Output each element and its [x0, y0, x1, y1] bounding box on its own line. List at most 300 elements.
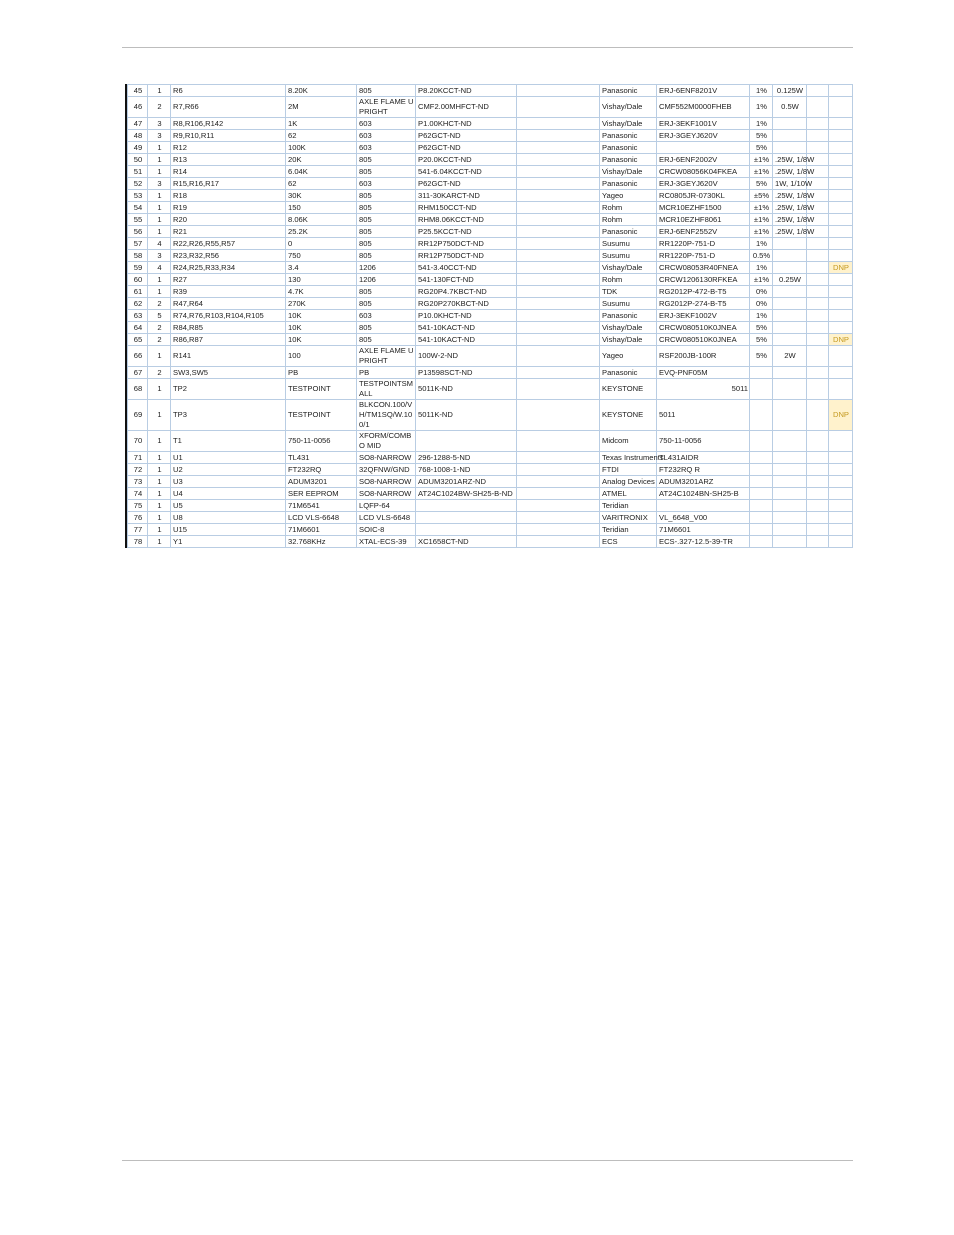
value-cell: LCD VLS-6648	[286, 512, 357, 524]
item-cell: 74	[128, 488, 148, 500]
blank-cell	[517, 400, 600, 431]
qty-cell: 1	[148, 166, 171, 178]
package-cell: SO8-NARROW	[357, 488, 416, 500]
manufacturer-pn-cell	[657, 142, 750, 154]
qty-cell: 1	[148, 512, 171, 524]
qty-cell: 3	[148, 118, 171, 130]
qty-cell: 4	[148, 262, 171, 274]
tolerance-cell: 1%	[750, 238, 773, 250]
qty-cell: 1	[148, 226, 171, 238]
ref-designator-cell: R23,R32,R56	[171, 250, 286, 262]
distributor-pn-cell: XC1658CT-ND	[416, 536, 517, 548]
value-cell: ADUM3201	[286, 476, 357, 488]
manufacturer-pn-cell: CRCW08056K04FKEA	[657, 166, 750, 178]
manufacturer-pn-cell: RR1220P-751-D	[657, 238, 750, 250]
manufacturer-pn-cell: CRCW1206130RFKEA	[657, 274, 750, 286]
item-cell: 53	[128, 190, 148, 202]
distributor-pn-cell: 311-30KARCT-ND	[416, 190, 517, 202]
qty-cell: 1	[148, 214, 171, 226]
qty-cell: 1	[148, 452, 171, 464]
rating-cell	[773, 118, 807, 130]
dnp-cell	[829, 379, 853, 400]
item-cell: 64	[128, 322, 148, 334]
package-cell: 603	[357, 130, 416, 142]
value-cell: 62	[286, 178, 357, 190]
value-cell: 750-11-0056	[286, 431, 357, 452]
table-row	[128, 118, 853, 130]
rating-cell: 1W, 1/10W	[773, 178, 807, 190]
note-cell	[807, 298, 829, 310]
value-cell: 0	[286, 238, 357, 250]
blank-cell	[517, 536, 600, 548]
rating-cell	[773, 476, 807, 488]
manufacturer-cell: Panasonic	[600, 226, 657, 238]
qty-cell: 2	[148, 97, 171, 118]
manufacturer-pn-cell: ERJ-3EKF1002V	[657, 310, 750, 322]
qty-cell: 1	[148, 85, 171, 97]
tolerance-cell	[750, 536, 773, 548]
note-cell	[807, 400, 829, 431]
table-row	[128, 214, 853, 226]
distributor-pn-cell: P8.20KCCT-ND	[416, 85, 517, 97]
blank-cell	[517, 322, 600, 334]
distributor-pn-cell: 100W-2-ND	[416, 346, 517, 367]
package-cell: 805	[357, 322, 416, 334]
note-cell	[807, 431, 829, 452]
blank-cell	[517, 334, 600, 346]
manufacturer-pn-cell: 5011	[657, 379, 750, 400]
ref-designator-cell: R18	[171, 190, 286, 202]
table-row	[128, 476, 853, 488]
dnp-cell	[829, 346, 853, 367]
ref-designator-cell: R86,R87	[171, 334, 286, 346]
note-cell	[807, 97, 829, 118]
manufacturer-pn-cell: RG2012P-472-B-T5	[657, 286, 750, 298]
dnp-cell	[829, 464, 853, 476]
manufacturer-cell: VARITRONIX	[600, 512, 657, 524]
blank-cell	[517, 154, 600, 166]
manufacturer-pn-cell: MCR10EZHF8061	[657, 214, 750, 226]
table-row	[128, 334, 853, 346]
dnp-cell	[829, 154, 853, 166]
manufacturer-cell: Vishay/Dale	[600, 166, 657, 178]
qty-cell: 2	[148, 322, 171, 334]
manufacturer-pn-cell: CRCW080510K0JNEA	[657, 334, 750, 346]
blank-cell	[517, 166, 600, 178]
tolerance-cell: 5%	[750, 178, 773, 190]
package-cell: AXLE FLAME UPRIGHT	[357, 97, 416, 118]
package-cell: 32QFNW/GND	[357, 464, 416, 476]
item-cell: 45	[128, 85, 148, 97]
table-row	[128, 310, 853, 322]
value-cell: 6.04K	[286, 166, 357, 178]
value-cell: PB	[286, 367, 357, 379]
rating-cell: .25W, 1/8W	[773, 166, 807, 178]
rating-cell: 0.25W	[773, 274, 807, 286]
package-cell: BLKCON.100/VH/TM1SQ/W.100/1	[357, 400, 416, 431]
package-cell: 805	[357, 250, 416, 262]
blank-cell	[517, 262, 600, 274]
value-cell: 100	[286, 346, 357, 367]
manufacturer-cell: Rohm	[600, 274, 657, 286]
value-cell: TESTPOINT	[286, 379, 357, 400]
manufacturer-cell: KEYSTONE	[600, 400, 657, 431]
tolerance-cell: 5%	[750, 322, 773, 334]
item-cell: 55	[128, 214, 148, 226]
ref-designator-cell: R20	[171, 214, 286, 226]
package-cell: 805	[357, 190, 416, 202]
package-cell: 805	[357, 286, 416, 298]
note-cell	[807, 130, 829, 142]
blank-cell	[517, 298, 600, 310]
rating-cell	[773, 130, 807, 142]
rating-cell	[773, 379, 807, 400]
blank-cell	[517, 464, 600, 476]
value-cell: TESTPOINT	[286, 400, 357, 431]
table-row	[128, 488, 853, 500]
note-cell	[807, 500, 829, 512]
ref-designator-cell: T1	[171, 431, 286, 452]
rating-cell: 2W	[773, 346, 807, 367]
manufacturer-cell: Rohm	[600, 214, 657, 226]
item-cell: 54	[128, 202, 148, 214]
note-cell	[807, 367, 829, 379]
dnp-cell: DNP	[829, 262, 853, 274]
table-row	[128, 97, 853, 118]
value-cell: 62	[286, 130, 357, 142]
manufacturer-cell: Midcom	[600, 431, 657, 452]
ref-designator-cell: R39	[171, 286, 286, 298]
manufacturer-pn-cell: EVQ-PNF05M	[657, 367, 750, 379]
rating-cell	[773, 524, 807, 536]
note-cell	[807, 512, 829, 524]
tolerance-cell: 1%	[750, 262, 773, 274]
table-row	[128, 298, 853, 310]
blank-cell	[517, 118, 600, 130]
ref-designator-cell: R12	[171, 142, 286, 154]
tolerance-cell: ±1%	[750, 202, 773, 214]
manufacturer-pn-cell: ERJ-6ENF2552V	[657, 226, 750, 238]
manufacturer-cell: Panasonic	[600, 142, 657, 154]
ref-designator-cell: U2	[171, 464, 286, 476]
item-cell: 65	[128, 334, 148, 346]
table-row	[128, 379, 853, 400]
dnp-cell	[829, 202, 853, 214]
item-cell: 75	[128, 500, 148, 512]
item-cell: 61	[128, 286, 148, 298]
tolerance-cell: 5%	[750, 346, 773, 367]
dnp-cell	[829, 286, 853, 298]
qty-cell: 1	[148, 202, 171, 214]
dnp-cell	[829, 178, 853, 190]
manufacturer-cell: Vishay/Dale	[600, 97, 657, 118]
manufacturer-cell: Vishay/Dale	[600, 334, 657, 346]
distributor-pn-cell: P13598SCT-ND	[416, 367, 517, 379]
rating-cell	[773, 286, 807, 298]
item-cell: 76	[128, 512, 148, 524]
rating-cell	[773, 262, 807, 274]
note-cell	[807, 238, 829, 250]
item-cell: 69	[128, 400, 148, 431]
qty-cell: 1	[148, 190, 171, 202]
table-row	[128, 322, 853, 334]
note-cell	[807, 476, 829, 488]
dnp-cell	[829, 431, 853, 452]
distributor-pn-cell: P10.0KHCT-ND	[416, 310, 517, 322]
item-cell: 47	[128, 118, 148, 130]
value-cell: 8.06K	[286, 214, 357, 226]
dnp-cell	[829, 500, 853, 512]
manufacturer-cell: Panasonic	[600, 178, 657, 190]
tolerance-cell	[750, 464, 773, 476]
tolerance-cell: 1%	[750, 97, 773, 118]
ref-designator-cell: U1	[171, 452, 286, 464]
dnp-cell	[829, 274, 853, 286]
ref-designator-cell: TP3	[171, 400, 286, 431]
dnp-cell: DNP	[829, 334, 853, 346]
value-cell: 100K	[286, 142, 357, 154]
ref-designator-cell: R6	[171, 85, 286, 97]
blank-cell	[517, 97, 600, 118]
distributor-pn-cell: CMF2.00MHFCT-ND	[416, 97, 517, 118]
manufacturer-pn-cell: CRCW08053R40FNEA	[657, 262, 750, 274]
value-cell: 71M6541	[286, 500, 357, 512]
qty-cell: 2	[148, 298, 171, 310]
manufacturer-cell: Yageo	[600, 190, 657, 202]
rating-cell	[773, 512, 807, 524]
distributor-pn-cell: 296-1288-5-ND	[416, 452, 517, 464]
dnp-cell	[829, 85, 853, 97]
note-cell	[807, 524, 829, 536]
manufacturer-pn-cell: MCR10EZHF1500	[657, 202, 750, 214]
rating-cell: .25W, 1/8W	[773, 226, 807, 238]
note-cell	[807, 118, 829, 130]
ref-designator-cell: U8	[171, 512, 286, 524]
qty-cell: 1	[148, 476, 171, 488]
rating-cell	[773, 238, 807, 250]
rating-cell	[773, 310, 807, 322]
item-cell: 52	[128, 178, 148, 190]
qty-cell: 1	[148, 431, 171, 452]
distributor-pn-cell: P62GCT-ND	[416, 142, 517, 154]
manufacturer-pn-cell: ERJ-3EKF1001V	[657, 118, 750, 130]
rating-cell	[773, 431, 807, 452]
item-cell: 63	[128, 310, 148, 322]
table-row	[128, 464, 853, 476]
manufacturer-cell: ECS	[600, 536, 657, 548]
item-cell: 60	[128, 274, 148, 286]
manufacturer-cell: Panasonic	[600, 310, 657, 322]
tolerance-cell: ±1%	[750, 154, 773, 166]
tolerance-cell: 1%	[750, 310, 773, 322]
distributor-pn-cell: P62GCT-ND	[416, 178, 517, 190]
table-row	[128, 431, 853, 452]
qty-cell: 1	[148, 142, 171, 154]
qty-cell: 2	[148, 334, 171, 346]
blank-cell	[517, 431, 600, 452]
ref-designator-cell: U15	[171, 524, 286, 536]
rating-cell	[773, 250, 807, 262]
item-cell: 70	[128, 431, 148, 452]
package-cell: XFORM/COMBO MID	[357, 431, 416, 452]
qty-cell: 3	[148, 130, 171, 142]
tolerance-cell: ±5%	[750, 190, 773, 202]
manufacturer-cell: Panasonic	[600, 154, 657, 166]
dnp-cell	[829, 97, 853, 118]
dnp-cell	[829, 250, 853, 262]
value-cell: 150	[286, 202, 357, 214]
qty-cell: 5	[148, 310, 171, 322]
blank-cell	[517, 214, 600, 226]
tolerance-cell: 1%	[750, 85, 773, 97]
manufacturer-pn-cell: ERJ-3GEYJ620V	[657, 178, 750, 190]
distributor-pn-cell: 768-1008-1-ND	[416, 464, 517, 476]
distributor-pn-cell: P25.5KCCT-ND	[416, 226, 517, 238]
manufacturer-pn-cell: ERJ-6ENF8201V	[657, 85, 750, 97]
manufacturer-cell: KEYSTONE	[600, 379, 657, 400]
rating-cell	[773, 452, 807, 464]
item-cell: 73	[128, 476, 148, 488]
distributor-pn-cell: AT24C1024BW-SH25-B-ND	[416, 488, 517, 500]
distributor-pn-cell: P20.0KCCT-ND	[416, 154, 517, 166]
table-row	[128, 190, 853, 202]
manufacturer-pn-cell: 5011	[657, 400, 750, 431]
item-cell: 51	[128, 166, 148, 178]
ref-designator-cell: R21	[171, 226, 286, 238]
qty-cell: 1	[148, 379, 171, 400]
blank-cell	[517, 142, 600, 154]
ref-designator-cell: R141	[171, 346, 286, 367]
package-cell: 805	[357, 226, 416, 238]
package-cell: 805	[357, 298, 416, 310]
manufacturer-pn-cell: VL_6648_V00	[657, 512, 750, 524]
tolerance-cell	[750, 379, 773, 400]
value-cell: 25.2K	[286, 226, 357, 238]
note-cell	[807, 85, 829, 97]
value-cell: 30K	[286, 190, 357, 202]
item-cell: 48	[128, 130, 148, 142]
blank-cell	[517, 512, 600, 524]
manufacturer-cell: FTDI	[600, 464, 657, 476]
package-cell: XTAL-ECS-39	[357, 536, 416, 548]
blank-cell	[517, 274, 600, 286]
manufacturer-cell: ATMEL	[600, 488, 657, 500]
ref-designator-cell: U5	[171, 500, 286, 512]
table-row	[128, 154, 853, 166]
dnp-cell	[829, 452, 853, 464]
qty-cell: 1	[148, 286, 171, 298]
bom-table-wrapper	[127, 84, 852, 548]
blank-cell	[517, 379, 600, 400]
manufacturer-cell: Teridian	[600, 524, 657, 536]
dnp-cell	[829, 214, 853, 226]
distributor-pn-cell: 541-130FCT-ND	[416, 274, 517, 286]
tolerance-cell	[750, 500, 773, 512]
blank-cell	[517, 178, 600, 190]
value-cell: 4.7K	[286, 286, 357, 298]
manufacturer-cell: Analog Devices	[600, 476, 657, 488]
distributor-pn-cell: 5011K-ND	[416, 379, 517, 400]
value-cell: 3.4	[286, 262, 357, 274]
rating-cell	[773, 400, 807, 431]
distributor-pn-cell: RHM8.06KCCT-ND	[416, 214, 517, 226]
table-row	[128, 400, 853, 431]
package-cell: SO8-NARROW	[357, 476, 416, 488]
ref-designator-cell: R24,R25,R33,R34	[171, 262, 286, 274]
package-cell: 805	[357, 202, 416, 214]
rating-cell: .25W, 1/8W	[773, 214, 807, 226]
value-cell: 1K	[286, 118, 357, 130]
distributor-pn-cell	[416, 431, 517, 452]
distributor-pn-cell: RG20P270KBCT-ND	[416, 298, 517, 310]
value-cell: 130	[286, 274, 357, 286]
tolerance-cell: ±1%	[750, 166, 773, 178]
bom-table-body	[128, 85, 853, 548]
package-cell: 1206	[357, 262, 416, 274]
dnp-cell	[829, 298, 853, 310]
blank-cell	[517, 85, 600, 97]
blank-cell	[517, 500, 600, 512]
table-row	[128, 536, 853, 548]
blank-cell	[517, 524, 600, 536]
value-cell: 8.20K	[286, 85, 357, 97]
manufacturer-cell: Vishay/Dale	[600, 118, 657, 130]
table-row	[128, 512, 853, 524]
tolerance-cell	[750, 400, 773, 431]
manufacturer-cell: Susumu	[600, 298, 657, 310]
tolerance-cell: 5%	[750, 130, 773, 142]
blank-cell	[517, 346, 600, 367]
package-cell: 1206	[357, 274, 416, 286]
distributor-pn-cell: P62GCT-ND	[416, 130, 517, 142]
note-cell	[807, 536, 829, 548]
ref-designator-cell: Y1	[171, 536, 286, 548]
rating-cell	[773, 500, 807, 512]
qty-cell: 1	[148, 524, 171, 536]
blank-cell	[517, 488, 600, 500]
tolerance-cell: 5%	[750, 142, 773, 154]
manufacturer-cell: Vishay/Dale	[600, 262, 657, 274]
package-cell: SO8-NARROW	[357, 452, 416, 464]
rating-cell: 0.125W	[773, 85, 807, 97]
tolerance-cell	[750, 452, 773, 464]
dnp-cell	[829, 488, 853, 500]
package-cell: LCD VLS-6648	[357, 512, 416, 524]
manufacturer-cell: Texas Instruments	[600, 452, 657, 464]
blank-cell	[517, 130, 600, 142]
ref-designator-cell: R13	[171, 154, 286, 166]
item-cell: 68	[128, 379, 148, 400]
distributor-pn-cell: RHM150CCT-ND	[416, 202, 517, 214]
package-cell: 603	[357, 310, 416, 322]
tolerance-cell: ±1%	[750, 274, 773, 286]
qty-cell: 1	[148, 154, 171, 166]
blank-cell	[517, 286, 600, 298]
value-cell: 71M6601	[286, 524, 357, 536]
table-row	[128, 130, 853, 142]
dnp-cell	[829, 367, 853, 379]
qty-cell: 2	[148, 367, 171, 379]
note-cell	[807, 262, 829, 274]
manufacturer-pn-cell: RSF200JB-100R	[657, 346, 750, 367]
ref-designator-cell: R74,R76,R103,R104,R105	[171, 310, 286, 322]
rating-cell	[773, 334, 807, 346]
ref-designator-cell: R27	[171, 274, 286, 286]
dnp-cell	[829, 512, 853, 524]
item-cell: 78	[128, 536, 148, 548]
rating-cell: 0.5W	[773, 97, 807, 118]
table-row	[128, 346, 853, 367]
